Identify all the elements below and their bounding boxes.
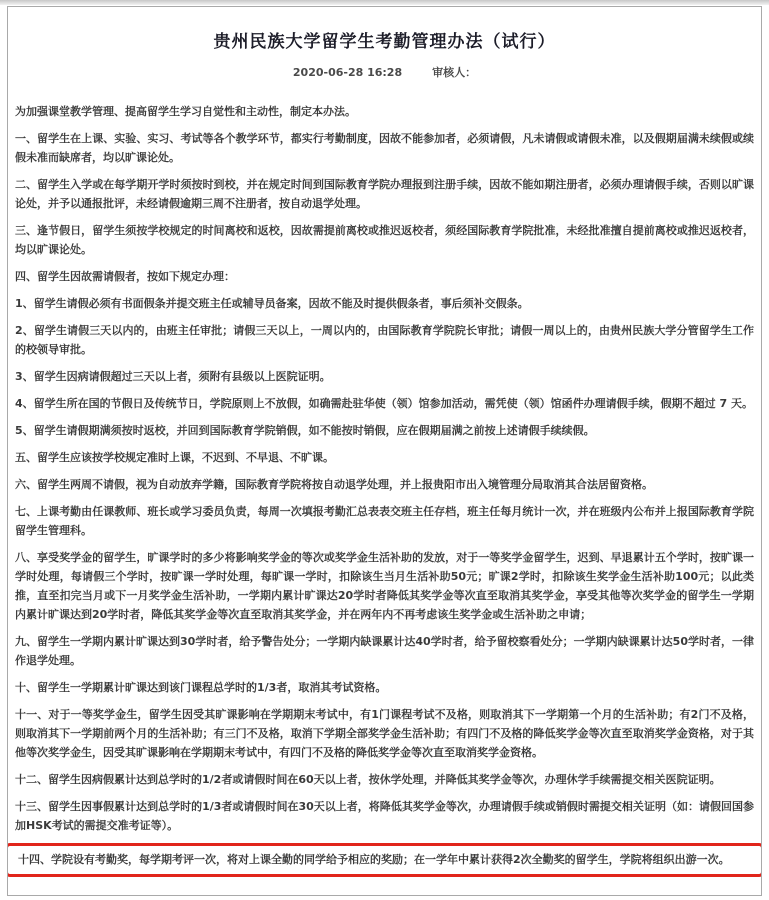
paragraph-list <box>15 102 754 835</box>
paragraph: 4、留学生所在国的节假日及传统节日，学院原则上不放假，如确需赴驻华使（领）馆参加活动，需凭使（领）馆函件办理请假手续，假期不超过 7 天。 <box>15 397 753 410</box>
screenshot-top-edge <box>0 0 769 5</box>
paragraph: 十三、留学生因事假累计达到总学时的1/3者或请假时间在30天以上者，将降低其奖学金等次，办理请假手续或销假时需提交相关证明（如：请假回国参加HSK考试的需提交准考证等）。 <box>15 800 754 832</box>
paragraph: 为加强课堂教学管理、提高留学生学习自觉性和主动性，制定本办法。 <box>15 105 356 118</box>
paragraph: 二、留学生入学或在每学期开学时须按时到校，并在规定时间到国际教育学院办理报到注册手续，因故不能如期注册者，必须办理请假手续，否则以旷课论处，并予以通报批评，未经请假逾期三周不注册者，按自动退学处理。 <box>15 178 754 210</box>
paragraph: 五、留学生应该按学校规定准时上课，不迟到、不早退、不旷课。 <box>15 451 334 464</box>
paragraph: 十一、对于一等奖学金生，留学生因受其旷课影响在学期期末考试中，有1门课程考试不及格，则取消其下一学期第一个月的生活补助；有2门不及格，则取消其下一学期前两个月的生活补助；有三门不及格，取消下学期全部奖学金生活补助；有四门不及格的降低奖学金等次直至取消奖学金资格，对于其他等次奖学金生，因受其旷课影响在学期期末考试中，有四门不及格的降低奖学金等次直至取消奖学金资格。 <box>15 708 754 759</box>
paragraph: 四、留学生因故需请假者，按如下规定办理： <box>15 270 235 283</box>
document-title: 贵州民族大学留学生考勤管理办法（试行） <box>213 32 556 52</box>
paragraph: 三、逢节假日，留学生须按学校规定的时间离校和返校，因故需提前离校或推迟返校者，须经国际教育学院批准，未经批准擅自提前离校或推迟返校者，均以旷课论处。 <box>15 224 754 256</box>
paragraph: 十、留学生一学期累计旷课达到该门课程总学时的1/3者，取消其考试资格。 <box>15 681 387 694</box>
paragraph: 十二、留学生因病假累计达到总学时的1/2者或请假时间在60天以上者，按休学处理，并降低其奖学金等次，办理休学手续需提交相关医院证明。 <box>15 773 721 786</box>
paragraph: 八、享受奖学金的留学生，旷课学时的多少将影响奖学金的等次或奖学金生活补助的发放，对于一等奖学金留学生，迟到、早退累计五个学时，按旷课一学时处理，每请假三个学时，按旷课一学时处理，每旷课一学时，扣除该生当月生活补助50元；旷课2学时，扣除该生奖学金生活补助100元；以此类推，直至扣完当月或下一月奖学金生活补助，一学期内累计旷课达20学时者降低其奖学金等次直至取消其奖学金，享受其他等次奖学金的留学生一学期内累计旷课达到20学时者，降低其奖学金等次直至取消其奖学金，并在两年内不再考虑该生奖学金或生活补助之申请； <box>15 551 754 621</box>
paragraph: 2、留学生请假三天以内的，由班主任审批；请假三天以上，一周以内的，由国际教育学院院长审批；请假一周以上的，由贵州民族大学分管留学生工作的校领导审批。 <box>15 324 754 356</box>
paragraph: 5、留学生请假期满须按时返校，并回到国际教育学院销假，如不能按时销假，应在假期届满之前按上述请假手续续假。 <box>15 424 595 437</box>
paragraph: 一、留学生在上课、实验、实习、考试等各个教学环节，都实行考勤制度，因故不能参加者，必须请假，凡未请假或请假未准，以及假期届满未续假或续假未准而缺席者，均以旷课论处。 <box>15 132 754 164</box>
highlight-annotation-box <box>7 843 762 877</box>
reviewer-label: 审核人： <box>432 66 477 79</box>
document-page <box>7 6 762 896</box>
paragraph: 六、留学生两周不请假，视为自动放弃学籍，国际教育学院将按自动退学处理，并上报贵阳市出入境管理分局取消其合法居留资格。 <box>15 478 653 491</box>
meta-line <box>15 64 754 80</box>
paragraph: 九、留学生一学期内累计旷课达到30学时者，给予警告处分；一学期内缺课累计达40学时者，给予留校察看处分；一学期内缺课累计达50学时者，一律作退学处理。 <box>15 635 754 667</box>
paragraph: 3、留学生因病请假超过三天以上者，须附有县级以上医院证明。 <box>15 370 331 383</box>
paragraph: 七、上课考勤由任课教师、班长或学习委员负责，每周一次填报考勤汇总表表交班主任存档，班主任每月统计一次，并在班级内公布并上报国际教育学院留学生管理科。 <box>15 505 754 537</box>
publish-timestamp: 2020-06-28 16:28 <box>292 66 403 79</box>
paragraph: 1、留学生请假必须有书面假条并提交班主任或辅导员备案，因故不能及时提供假条者，事后须补交假条。 <box>15 297 529 310</box>
highlighted-paragraph: 十四、学院设有考勤奖，每学期考评一次，将对上课全勤的同学给予相应的奖励；在一学年中累计获得2次全勤奖的留学生，学院将组织出游一次。 <box>18 853 730 866</box>
